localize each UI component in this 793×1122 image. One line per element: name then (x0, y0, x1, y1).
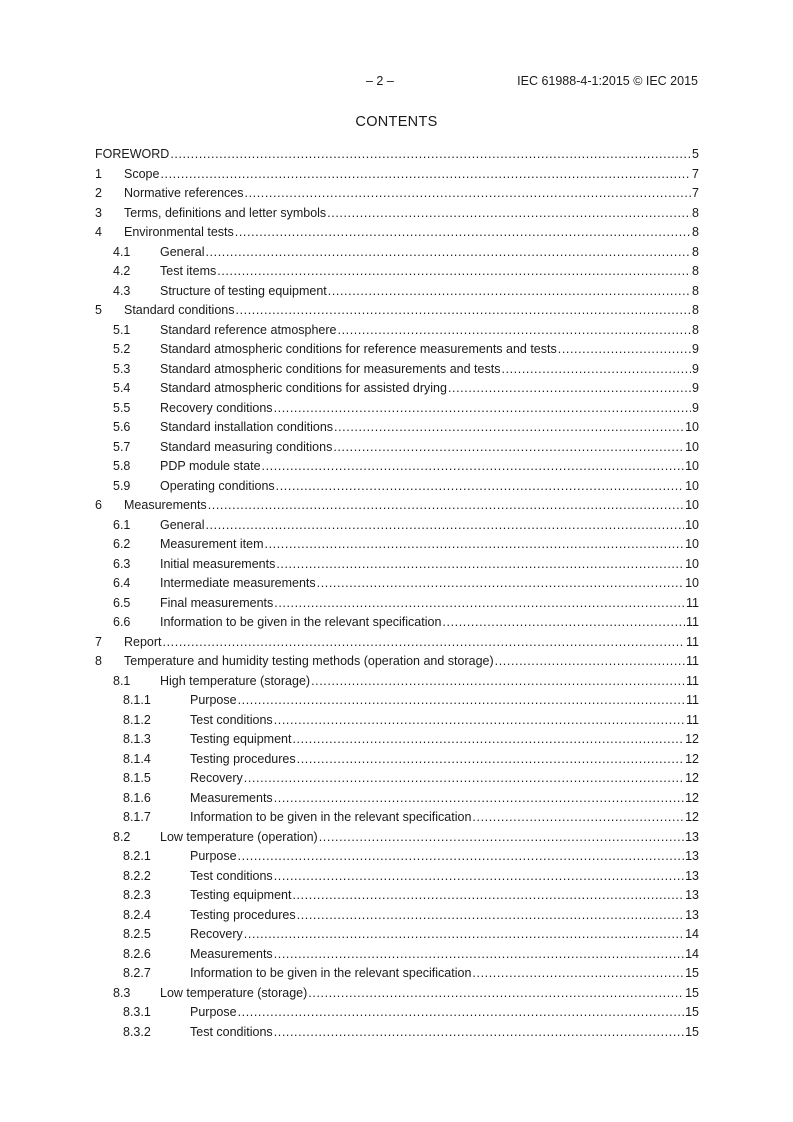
toc-entry-page: 10 (685, 556, 699, 571)
toc-entry[interactable] (95, 457, 699, 477)
dot-leader (297, 750, 684, 770)
toc-entry[interactable] (95, 399, 699, 419)
toc-entry-number: 8.2.4 (123, 907, 151, 922)
toc-entry-number: 8.3.2 (123, 1024, 151, 1039)
toc-entry-number: 4.3 (113, 283, 131, 298)
toc-entry-title: Test conditions (190, 868, 273, 883)
toc-entry-page: 14 (685, 927, 699, 941)
toc-entry-title: Test conditions (190, 1024, 273, 1039)
dot-leader (274, 399, 691, 419)
toc-entry-title: Recovery (190, 771, 243, 785)
toc-entry-number: 5.4 (113, 381, 131, 395)
toc-entry-page: 10 (685, 576, 699, 590)
toc-entry[interactable] (95, 438, 699, 458)
toc-entry[interactable] (95, 184, 699, 204)
toc-entry-number: 5.9 (113, 478, 131, 493)
toc-entry[interactable] (95, 1023, 699, 1043)
toc-entry-page: 8 (692, 283, 699, 298)
toc-entry-number: 8.1.4 (123, 751, 151, 766)
toc-entry[interactable] (95, 906, 699, 926)
toc-entry-title: Standard atmospheric conditions for measurements and tests (160, 361, 501, 376)
toc-entry-page: 15 (685, 1005, 699, 1019)
toc-entry-title: Standard conditions (124, 303, 235, 317)
toc-entry[interactable] (95, 769, 699, 789)
toc-entry-number: 5.2 (113, 342, 131, 356)
toc-entry-page: 10 (685, 517, 699, 532)
toc-entry-page: 8 (692, 322, 699, 337)
toc-entry-page: 10 (685, 420, 699, 434)
toc-entry-number: 5.3 (113, 361, 131, 376)
page-number: – 2 – (366, 74, 394, 88)
toc-entry-title: Operating conditions (160, 478, 275, 493)
toc-entry[interactable] (95, 652, 699, 672)
toc-entry-number: 8.2 (113, 829, 131, 844)
toc-entry[interactable] (95, 555, 699, 575)
toc-entry[interactable] (95, 925, 699, 945)
dot-leader (317, 574, 684, 594)
toc-entry-page: 8 (692, 205, 699, 220)
dot-leader (235, 223, 691, 243)
toc-entry-page: 12 (685, 732, 699, 746)
toc-entry-page: 13 (685, 829, 699, 844)
toc-entry-title: Information to be given in the relevant specification (160, 615, 442, 629)
toc-entry[interactable] (95, 282, 699, 302)
toc-entry-number: 8.1.7 (123, 810, 151, 824)
dot-leader (448, 379, 691, 399)
toc-entry-page: 7 (692, 186, 699, 200)
dot-leader (338, 321, 692, 341)
toc-entry-title: Testing equipment (190, 732, 292, 746)
toc-entry-title: Purpose (190, 1005, 237, 1019)
toc-entry[interactable] (95, 789, 699, 809)
toc-entry[interactable] (95, 340, 699, 360)
toc-entry-page: 11 (686, 693, 699, 707)
toc-entry-page: 11 (686, 712, 699, 727)
toc-entry-number: 4 (95, 225, 102, 239)
toc-entry-title: High temperature (storage) (160, 673, 311, 688)
toc-entry-title: Environmental tests (124, 225, 234, 239)
toc-entry-number: 8.1.1 (123, 693, 151, 707)
toc-entry[interactable] (95, 477, 699, 497)
dot-leader (170, 145, 691, 165)
toc-entry[interactable] (95, 262, 699, 282)
dot-leader (274, 945, 684, 965)
toc-entry[interactable] (95, 165, 699, 185)
toc-entry-title: PDP module state (160, 459, 261, 473)
dot-leader (245, 184, 692, 204)
toc-entry[interactable] (95, 1003, 699, 1023)
dot-leader (274, 594, 685, 614)
toc-entry-number: 8.2.5 (123, 927, 151, 941)
dot-leader (205, 516, 684, 536)
toc-entry-number: 5.7 (113, 439, 131, 454)
toc-entry-number: 8.1.3 (123, 732, 151, 746)
toc-entry[interactable] (95, 808, 699, 828)
toc-entry-title: Low temperature (operation) (160, 829, 318, 844)
toc-entry-page: 13 (685, 888, 699, 902)
toc-entry-number: 6.2 (113, 537, 131, 551)
toc-entry[interactable] (95, 945, 699, 965)
dot-leader (472, 964, 684, 984)
toc-entry-number: 8.2.7 (123, 966, 151, 980)
toc-entry-number: 5.6 (113, 420, 131, 434)
toc-entry-title: Low temperature (storage) (160, 985, 308, 1000)
dot-leader (319, 828, 684, 848)
toc-entry[interactable] (95, 204, 699, 224)
toc-entry-page: 12 (685, 810, 699, 824)
toc-entry[interactable] (95, 886, 699, 906)
toc-entry-title: Standard measuring conditions (160, 439, 333, 454)
toc-entry-number: 2 (95, 186, 102, 200)
dot-leader (274, 711, 685, 731)
toc-entry-page: 10 (685, 498, 699, 512)
toc-entry-number: 8.2.1 (123, 849, 151, 863)
toc-entry[interactable] (95, 711, 699, 731)
toc-entry-number: 5 (95, 303, 102, 317)
toc-entry-number: 8.1.6 (123, 790, 151, 805)
toc-entry-number: 8 (95, 654, 102, 668)
toc-entry[interactable] (95, 516, 699, 536)
toc-entry[interactable] (95, 964, 699, 984)
toc-entry-title: General (160, 244, 205, 259)
toc-entry[interactable] (95, 223, 699, 243)
toc-entry-page: 11 (686, 673, 699, 688)
toc-entry-title: Measurement item (160, 537, 264, 551)
toc-entry[interactable] (95, 672, 699, 692)
toc-entry-number: 1 (95, 166, 102, 181)
toc-entry-page: 13 (685, 907, 699, 922)
toc-entry-title: Measurements (190, 790, 273, 805)
toc-entry-number: 4.2 (113, 264, 131, 278)
dot-leader (276, 477, 684, 497)
toc-entry-title: FOREWORD (95, 147, 170, 161)
toc-entry-number: 7 (95, 634, 102, 649)
dot-leader (311, 672, 685, 692)
dot-leader (265, 535, 685, 555)
toc-entry[interactable] (95, 750, 699, 770)
toc-entry-number: 5.5 (113, 400, 131, 415)
toc-entry-title: Standard installation conditions (160, 420, 334, 434)
toc-entry[interactable] (95, 730, 699, 750)
toc-entry[interactable] (95, 496, 699, 516)
toc-entry-page: 10 (685, 459, 699, 473)
toc-entry-number: 5.1 (113, 322, 131, 337)
dot-leader (297, 906, 684, 926)
toc-entry-page: 10 (685, 537, 699, 551)
toc-entry-title: Report (124, 634, 162, 649)
toc-entry-title: Recovery (190, 927, 243, 941)
dot-leader (262, 457, 685, 477)
toc-entry-number: 6.3 (113, 556, 131, 571)
toc-entry-page: 11 (686, 634, 699, 649)
toc-entry-number: 8.3.1 (123, 1005, 151, 1019)
dot-leader (328, 282, 691, 302)
toc-entry-number: 4.1 (113, 244, 131, 259)
toc-entry-page: 8 (692, 225, 699, 239)
dot-leader (236, 301, 692, 321)
dot-leader (238, 691, 685, 711)
dot-leader (308, 984, 684, 1004)
toc-entry-title: Purpose (190, 693, 237, 707)
toc-entry-title: Standard atmospheric conditions for reference measurements and tests (160, 342, 557, 356)
toc-entry-title: Terms, definitions and letter symbols (124, 205, 327, 220)
toc-entry-number: 6.6 (113, 615, 131, 629)
toc-entry-page: 13 (685, 849, 699, 863)
dot-leader (238, 847, 685, 867)
dot-leader (472, 808, 684, 828)
toc-entry-number: 8.2.6 (123, 946, 151, 961)
toc-entry-title: Testing procedures (190, 907, 296, 922)
toc-entry-page: 15 (685, 985, 699, 1000)
toc-entry-number: 5.8 (113, 459, 131, 473)
document-identifier: IEC 61988-4-1:2015 © IEC 2015 (517, 74, 698, 88)
toc-entry[interactable] (95, 321, 699, 341)
toc-entry[interactable] (95, 867, 699, 887)
toc-entry-page: 5 (692, 147, 699, 161)
dot-leader (217, 262, 691, 282)
toc-entry-title: Purpose (190, 849, 237, 863)
toc-entry-title: Measurements (124, 498, 207, 512)
dot-leader (274, 1023, 684, 1043)
toc-entry-title: Information to be given in the relevant specification (190, 810, 472, 824)
toc-entry-title: Recovery conditions (160, 400, 273, 415)
toc-entry-page: 9 (692, 400, 699, 415)
dot-leader (292, 730, 684, 750)
dot-leader (558, 340, 691, 360)
toc-entry-page: 10 (685, 478, 699, 493)
toc-entry[interactable] (95, 828, 699, 848)
toc-entry[interactable] (95, 243, 699, 263)
toc-entry-number: 6.5 (113, 595, 131, 610)
toc-entry[interactable] (95, 594, 699, 614)
dot-leader (276, 555, 684, 575)
toc-entry[interactable] (95, 847, 699, 867)
toc-entry-title: Final measurements (160, 595, 274, 610)
toc-entry-title: Information to be given in the relevant specification (190, 966, 472, 980)
toc-entry-number: 8.2.3 (123, 888, 151, 902)
dot-leader (442, 613, 685, 633)
toc-entry-page: 12 (685, 751, 699, 766)
toc-entry-title: Test conditions (190, 712, 273, 727)
toc-entry-number: 8.2.2 (123, 868, 151, 883)
toc-entry-page: 11 (686, 615, 699, 629)
page-title: CONTENTS (355, 114, 438, 130)
toc-entry-number: 6.1 (113, 517, 131, 532)
table-of-contents (95, 145, 699, 1042)
toc-entry[interactable] (95, 379, 699, 399)
dot-leader (334, 418, 684, 438)
toc-entry-page: 8 (692, 264, 699, 278)
dot-leader (501, 360, 691, 380)
toc-entry-page: 9 (692, 381, 699, 395)
dot-leader (244, 925, 684, 945)
toc-entry[interactable] (95, 691, 699, 711)
dot-leader (327, 204, 691, 224)
dot-leader (160, 165, 691, 185)
dot-leader (244, 769, 684, 789)
toc-entry-title: General (160, 517, 205, 532)
toc-entry-page: 7 (692, 166, 699, 181)
dot-leader (292, 886, 684, 906)
dot-leader (238, 1003, 685, 1023)
dot-leader (333, 438, 684, 458)
toc-entry-title: Intermediate measurements (160, 576, 316, 590)
toc-entry[interactable] (95, 145, 699, 165)
toc-entry-page: 9 (692, 342, 699, 356)
dot-leader (205, 243, 691, 263)
toc-entry-page: 15 (685, 966, 699, 980)
toc-entry-title: Structure of testing equipment (160, 283, 327, 298)
toc-entry-page: 15 (685, 1024, 699, 1039)
toc-entry-page: 9 (692, 361, 699, 376)
toc-entry-number: 8.1.5 (123, 771, 151, 785)
toc-entry[interactable] (95, 574, 699, 594)
toc-entry[interactable] (95, 984, 699, 1004)
dot-leader (274, 789, 684, 809)
toc-entry-number: 6.4 (113, 576, 131, 590)
toc-entry[interactable] (95, 301, 699, 321)
toc-entry[interactable] (95, 613, 699, 633)
toc-entry-title: Testing equipment (190, 888, 292, 902)
dot-leader (274, 867, 684, 887)
toc-entry-title: Standard atmospheric conditions for assisted drying (160, 381, 447, 395)
toc-entry-title: Temperature and humidity testing methods (operation and storage) (124, 654, 494, 668)
toc-entry-page: 11 (686, 595, 699, 610)
dot-leader (495, 652, 685, 672)
toc-entry-number: 6 (95, 498, 102, 512)
dot-leader (163, 633, 685, 653)
page-header (0, 74, 793, 94)
toc-entry[interactable] (95, 633, 699, 653)
toc-entry-title: Measurements (190, 946, 273, 961)
toc-entry-page: 11 (686, 654, 699, 668)
toc-entry-page: 14 (685, 946, 699, 961)
toc-entry-page: 8 (692, 303, 699, 317)
toc-entry-title: Standard reference atmosphere (160, 322, 337, 337)
toc-entry-page: 10 (685, 439, 699, 454)
toc-entry-number: 3 (95, 205, 102, 220)
toc-entry-title: Test items (160, 264, 217, 278)
toc-entry-page: 12 (685, 790, 699, 805)
toc-entry[interactable] (95, 535, 699, 555)
toc-entry-title: Testing procedures (190, 751, 296, 766)
toc-entry[interactable] (95, 418, 699, 438)
toc-entry-page: 8 (692, 244, 699, 259)
toc-entry-number: 8.1.2 (123, 712, 151, 727)
toc-entry-title: Normative references (124, 186, 244, 200)
toc-entry-number: 8.3 (113, 985, 131, 1000)
dot-leader (208, 496, 684, 516)
toc-entry-page: 12 (685, 771, 699, 785)
toc-entry-number: 8.1 (113, 673, 131, 688)
toc-entry[interactable] (95, 360, 699, 380)
toc-entry-title: Scope (124, 166, 160, 181)
toc-entry-title: Initial measurements (160, 556, 276, 571)
toc-entry-page: 13 (685, 868, 699, 883)
